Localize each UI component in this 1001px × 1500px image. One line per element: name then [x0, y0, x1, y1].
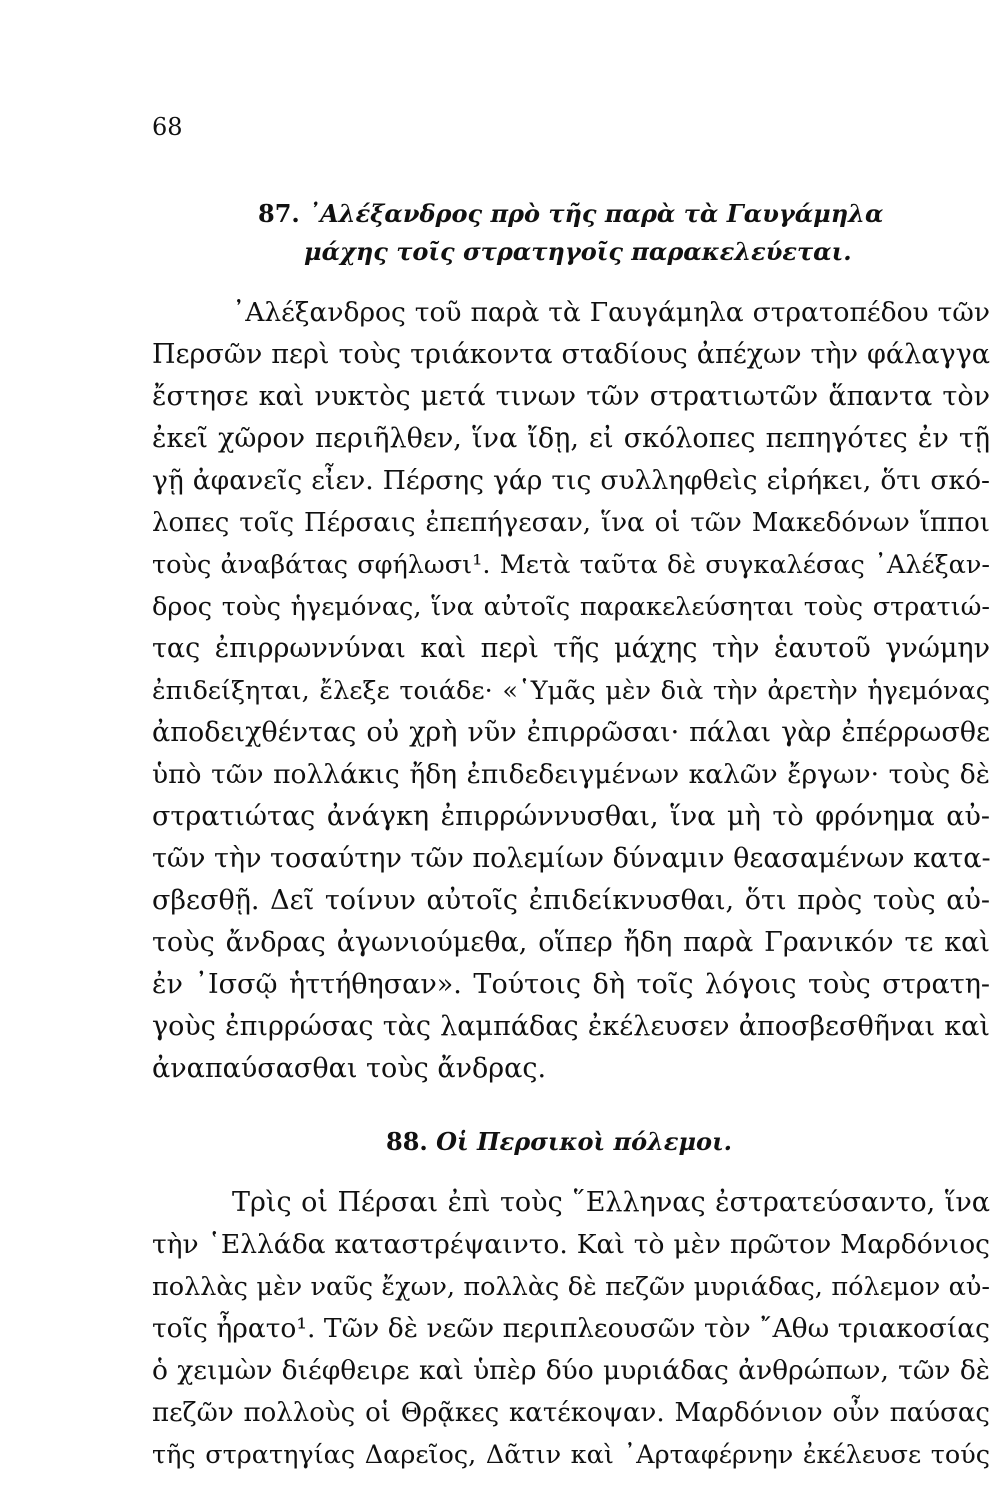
paragraph-line: γοὺς ἐπιρρώσας τὰς λαμπάδας ἐκέλευσεν ἀποσβεσθῆναι καὶ — [152, 1011, 990, 1042]
paragraph-line: τῆς στρατηγίας Δαρεῖος, Δᾶτιν καὶ ᾿Αρταφέρνην ἐκέλευσε τούς — [152, 1440, 990, 1470]
section-87-title-line-2: μάχης τοῖς στρατηγοῖς παρακελεύεται. — [304, 237, 852, 266]
paragraph-line: ἐπιδείξηται, ἔλεξε τοιάδε· «῾Υμᾶς μὲν διὰ τὴν ἀρετὴν ἡγεμόνας — [152, 676, 990, 706]
paragraph-line: πεζῶν πολλοὺς οἱ Θρᾷκες κατέκοψαν. Μαρδόνιον οὖν παύσας — [152, 1398, 990, 1428]
paragraph-line: τοὺς ἄνδρας ἀγωνιούμεθα, οἵπερ ἤδη παρὰ Γρανικόν τε καὶ — [152, 927, 990, 958]
paragraph-line: ἀναπαύσασθαι τοὺς ἄνδρας. — [152, 1053, 547, 1084]
paragraph-line: ὁ χειμὼν διέφθειρε καὶ ὑπὲρ δύο μυριάδας ἀνθρώπων, τῶν δὲ — [152, 1355, 990, 1386]
paragraph-line: ὑπὸ τῶν πολλάκις ἤδη ἐπιδεδειγμένων καλῶν ἔργων· τοὺς δὲ — [152, 759, 990, 790]
paragraph-line: τας ἐπιρρωννύναι καὶ περὶ τῆς μάχης τὴν ἑαυτοῦ γνώμην — [152, 633, 990, 664]
section-87-heading-line-1 — [258, 198, 883, 230]
paragraph-line: ἀποδειχθέντας οὐ χρὴ νῦν ἐπιρρῶσαι· πάλαι γὰρ ἐπέρρωσθε — [152, 717, 990, 748]
paragraph-line: ᾿Αλέξανδρος τοῦ παρὰ τὰ Γαυγάμηλα στρατοπέδου τῶν — [232, 297, 990, 328]
section-88-number: 88. — [386, 1127, 428, 1156]
paragraph-line: πολλὰς μὲν ναῦς ἔχων, πολλὰς δὲ πεζῶν μυριάδας, πόλεμον αὐ- — [152, 1272, 990, 1302]
paragraph-line: ἐκεῖ χῶρον περιῆλθεν, ἵνα ἴδῃ, εἰ σκόλοπες πεπηγότες ἐν τῇ — [152, 423, 990, 454]
paragraph-line: Περσῶν περὶ τοὺς τριάκοντα σταδίους ἀπέχων τὴν φάλαγγα — [152, 339, 990, 370]
paragraph-line: Τρὶς οἱ Πέρσαι ἐπὶ τοὺς ῞Ελληνας ἐστρατεύσαντο, ἵνα — [232, 1187, 990, 1218]
paragraph-line: γῇ ἀφανεῖς εἶεν. Πέρσης γάρ τις συλληφθεὶς εἰρήκει, ὅτι σκό- — [152, 465, 990, 496]
paragraph-line: τὴν ῾Ελλάδα καταστρέψαιντο. Καὶ τὸ μὲν πρῶτον Μαρδόνιος — [152, 1229, 990, 1260]
paragraph-line: τοὺς ἀναβάτας σφήλωσι¹. Μετὰ ταῦτα δὲ συγκαλέσας ᾿Αλέξαν- — [152, 550, 990, 580]
section-87-title-line-1: ᾿Αλέξανδρος πρὸ τῆς παρὰ τὰ Γαυγάμηλα — [308, 199, 884, 228]
paragraph-line: σβεσθῇ. Δεῖ τοίνυν αὐτοῖς ἐπιδείκνυσθαι, ὅτι πρὸς τοὺς αὐ- — [152, 885, 990, 916]
paragraph-line: ἔστησε καὶ νυκτὸς μετά τινων τῶν στρατιωτῶν ἅπαντα τὸν — [152, 381, 990, 412]
paragraph-line: δρος τοὺς ἡγεμόνας, ἵνα αὐτοῖς παρακελεύσηται τοὺς στρατιώ- — [152, 592, 990, 622]
section-87-number: 87. — [258, 199, 300, 228]
page-number: 68 — [152, 113, 183, 141]
paragraph-line: ἐν ᾿Ισσῷ ἡττήθησαν». Τούτοις δὴ τοῖς λόγοις τοὺς στρατη- — [152, 969, 990, 1000]
paragraph-line: λοπες τοῖς Πέρσαις ἐπεπήγεσαν, ἵνα οἱ τῶν Μακεδόνων ἵπποι — [152, 508, 990, 538]
section-88-heading — [386, 1126, 732, 1158]
paragraph-line: στρατιώτας ἀνάγκη ἐπιρρώννυσθαι, ἵνα μὴ τὸ φρόνημα αὐ- — [152, 801, 990, 832]
paragraph-line: τῶν τὴν τοσαύτην τῶν πολεμίων δύναμιν θεασαμένων κατα- — [152, 843, 991, 874]
paragraph-line: τοῖς ἦρατο¹. Τῶν δὲ νεῶν περιπλεουσῶν τὸν ῎Αθω τριακοσίας — [152, 1313, 990, 1344]
section-88-title: Οἱ Περσικοὶ πόλεμοι. — [436, 1127, 733, 1156]
